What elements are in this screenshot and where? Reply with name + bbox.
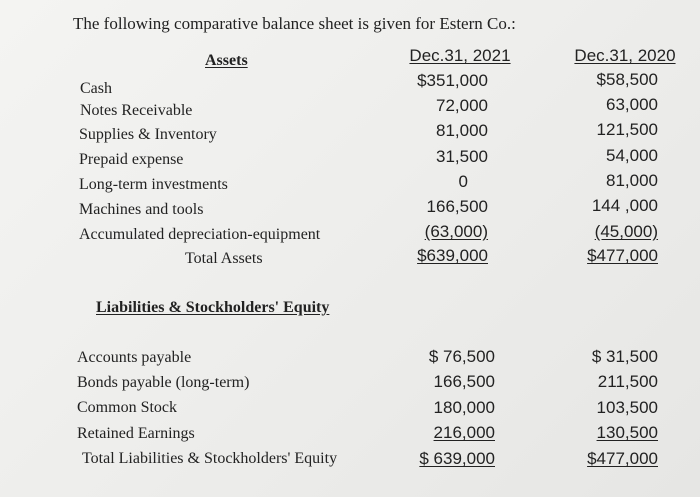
liability-label-retained-earnings: Retained Earnings	[77, 425, 195, 442]
asset-label-accumulated-depreciation: Accumulated depreciation-equipment	[79, 226, 321, 243]
liability-2021-bonds-payable: 166,500	[433, 372, 495, 391]
liability-label-common-stock: Common Stock	[77, 399, 178, 416]
asset-2021-accumulated-depreciation: (63,000)	[424, 222, 488, 241]
liability-2020-common-stock: 103,500	[596, 398, 658, 417]
liability-2021-accounts-payable: $ 76,500	[428, 347, 495, 366]
asset-2020-long-term-investments: 81,000	[606, 171, 658, 190]
assets-heading: Assets	[205, 52, 248, 69]
asset-2020-cash: $58,500	[596, 70, 658, 89]
asset-2021-notes-receivable: 72,000	[436, 96, 488, 115]
asset-2020-machines-tools: 144 ,000	[591, 196, 658, 215]
asset-label-machines-tools: Machines and tools	[79, 201, 204, 218]
liability-label-total: Total Liabilities & Stockholders' Equity	[82, 450, 338, 467]
liability-2021-common-stock: 180,000	[433, 398, 495, 417]
asset-2021-prepaid-expense: 31,500	[436, 147, 488, 166]
liability-2020-accounts-payable: $ 31,500	[591, 347, 658, 366]
asset-2020-prepaid-expense: 54,000	[606, 146, 658, 165]
liability-2020-retained-earnings: 130,500	[596, 423, 658, 442]
asset-label-notes-receivable: Notes Receivable	[80, 102, 193, 119]
liability-label-accounts-payable: Accounts payable	[77, 349, 192, 366]
asset-2020-total-assets: $477,000	[587, 246, 658, 265]
asset-2021-supplies-inventory: 81,000	[436, 121, 488, 140]
asset-2020-accumulated-depreciation: (45,000)	[594, 222, 658, 241]
column-header-2020: Dec.31, 2020	[574, 46, 676, 65]
liability-label-bonds-payable: Bonds payable (long-term)	[77, 374, 250, 391]
asset-2021-total-assets: $639,000	[417, 246, 488, 265]
asset-label-long-term-investments: Long-term investments	[79, 176, 228, 193]
asset-2021-cash: $351,000	[417, 71, 488, 90]
intro-text: The following comparative balance sheet is given for Estern Co.:	[73, 14, 516, 33]
asset-label-prepaid-expense: Prepaid expense	[79, 151, 184, 168]
column-header-2021: Dec.31, 2021	[409, 46, 511, 65]
asset-2020-notes-receivable: 63,000	[606, 95, 658, 114]
asset-2020-supplies-inventory: 121,500	[596, 120, 658, 139]
asset-label-total-assets: Total Assets	[185, 250, 263, 267]
liability-2020-total: $477,000	[587, 449, 658, 468]
liabilities-heading: Liabilities & Stockholders' Equity	[96, 299, 330, 316]
liability-2021-retained-earnings: 216,000	[433, 423, 495, 442]
asset-2021-long-term-investments: 0	[458, 172, 468, 191]
asset-label-supplies-inventory: Supplies & Inventory	[79, 126, 217, 143]
asset-2021-machines-tools: 166,500	[426, 197, 488, 216]
liability-2021-total: $ 639,000	[419, 449, 495, 468]
asset-label-cash: Cash	[80, 80, 112, 97]
liability-2020-bonds-payable: 211,500	[597, 372, 658, 391]
